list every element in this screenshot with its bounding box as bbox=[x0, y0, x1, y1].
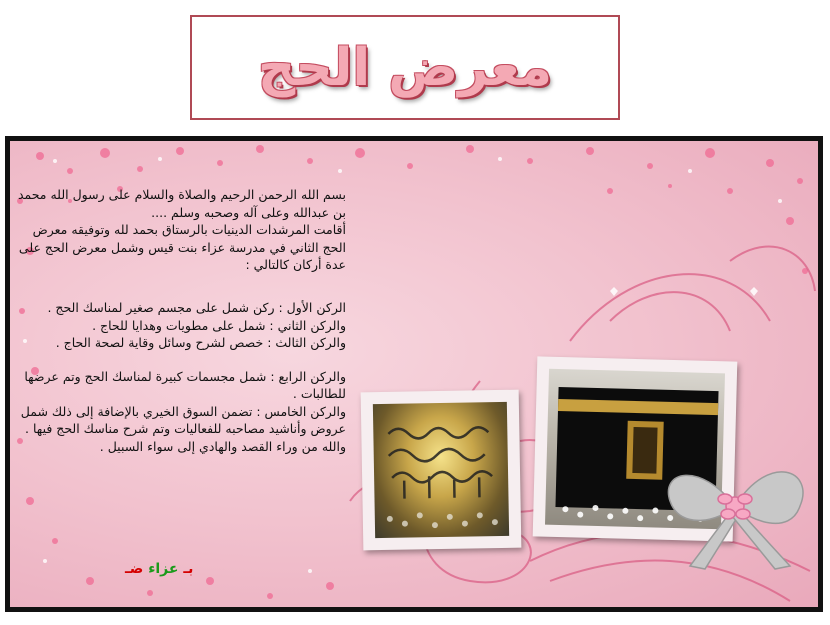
title-banner bbox=[190, 15, 620, 120]
signature-part-1: بـ bbox=[183, 561, 194, 577]
ribbon-bow-decoration bbox=[650, 441, 820, 571]
paragraph-event: أقامت المرشدات الدينيات بالرستاق بحمد لله وتوفيقه معرض الحج الثاني في مدرسة عزاء بنت قيس وشمل معرض الحج على عدة أركان كالتالي : bbox=[14, 222, 346, 272]
calligraphy-graphic bbox=[373, 402, 509, 538]
signature-part-3: ضـ bbox=[125, 561, 144, 577]
closing-line: والله من وراء القصد والهادي إلى سواء السبيل . bbox=[99, 438, 346, 454]
corner-3: والركن الثالث : خصص لشرح وسائل وقاية لصحة الحاج . bbox=[55, 335, 346, 350]
signature-part-2: عزاء bbox=[148, 561, 179, 577]
announcement-text bbox=[13, 186, 346, 455]
exhibition-card bbox=[5, 136, 823, 612]
photo-calligraphy-image bbox=[373, 402, 509, 538]
signature bbox=[125, 561, 193, 577]
corner-4: والركن الرابع : شمل مجسمات كبيرة لمناسك الحج وتم عرضها للطالبات . bbox=[20, 368, 346, 401]
paragraph-intro: بسم الله الرحمن الرحيم والصلاة والسلام على رسول الله محمد بن عبدالله وعلى آله وصحبه وسلم .... bbox=[13, 187, 346, 220]
page-title: معرض الحج bbox=[257, 37, 553, 98]
paragraph-spacer bbox=[16, 274, 346, 292]
corner-1: الركن الأول : ركن شمل على مجسم صغير لمناسك الحج . bbox=[47, 300, 346, 315]
photo-calligraphy bbox=[361, 390, 522, 551]
corner-5: والركن الخامس : تضمن السوق الخيري بالإضافة إلى ذلك شمل عروض وأناشيد مصاحبه للفعاليات وتم شرح مناسك الحج فيها . bbox=[16, 403, 346, 436]
corner-2: والركن الثاني : شمل على مطويات وهدايا للحاج . bbox=[92, 317, 346, 333]
